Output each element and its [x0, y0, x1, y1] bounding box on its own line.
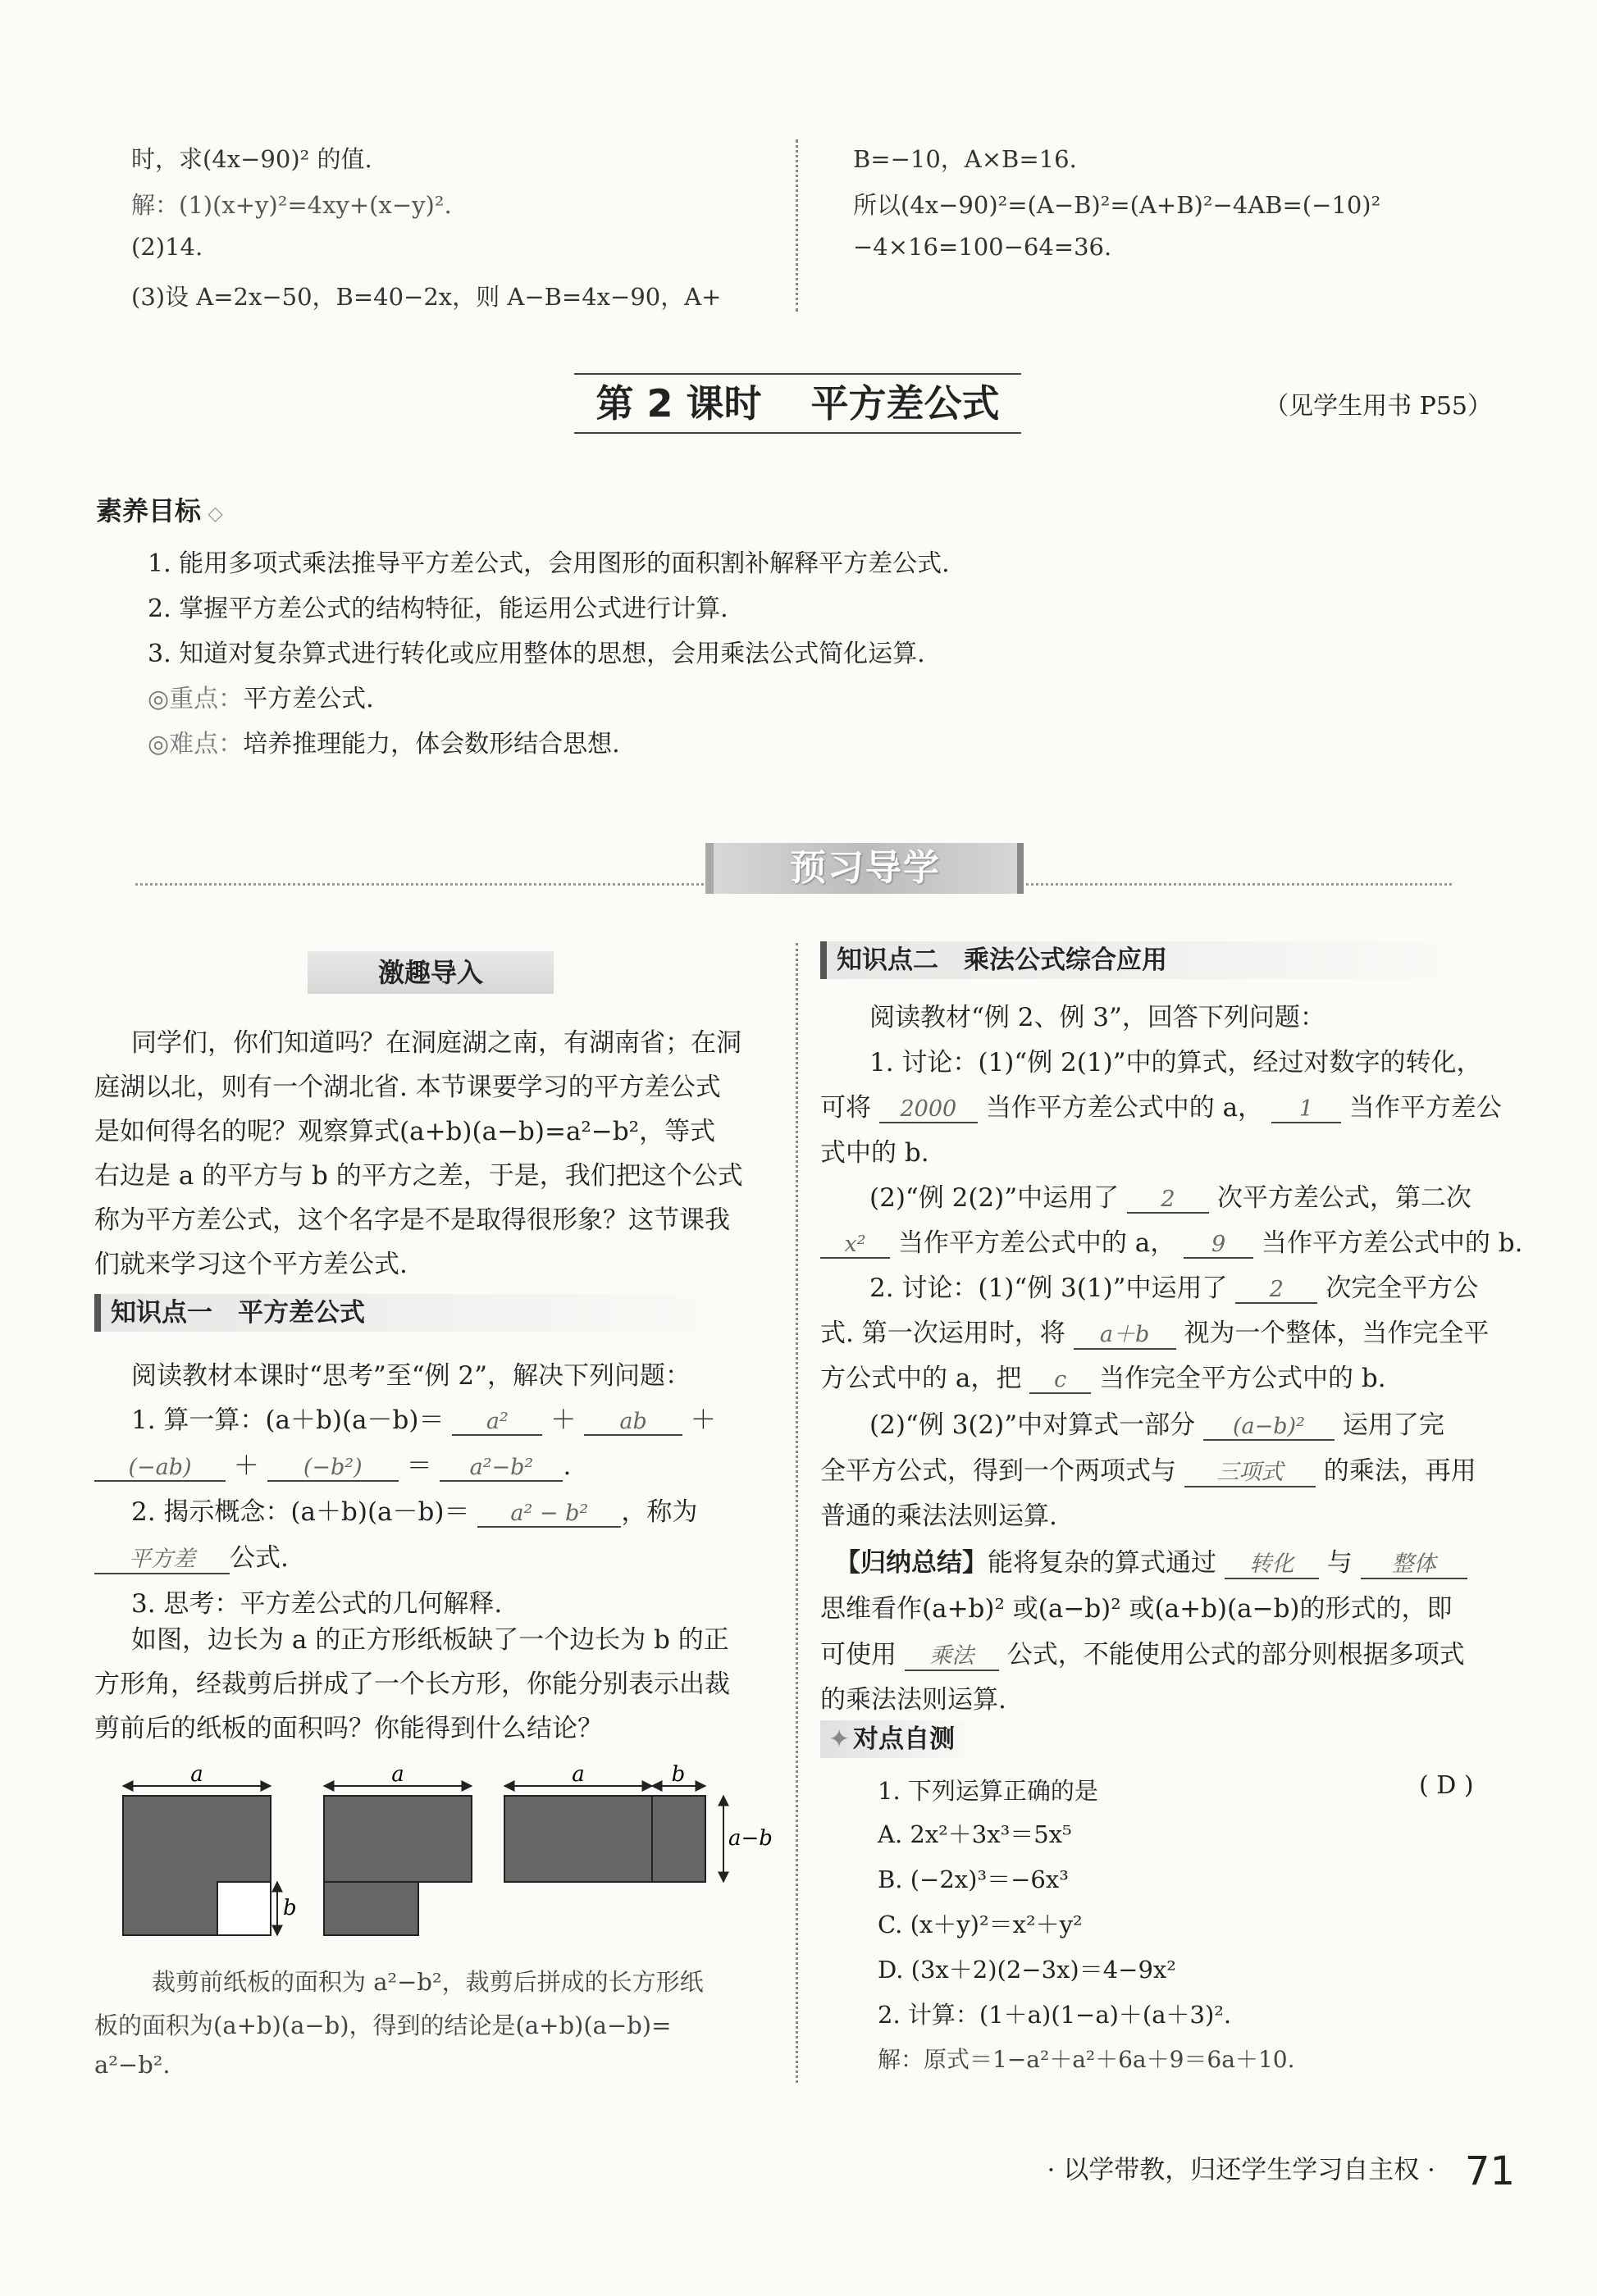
blank-1[interactable]: 1: [1271, 1096, 1341, 1123]
kp1-read: 阅读教材本课时“思考”至“例 2”，解决下列问题：: [131, 1361, 691, 1391]
blank-x2[interactable]: x²: [820, 1232, 890, 1259]
q2-blank-2[interactable]: 平方差: [94, 1541, 230, 1574]
option-c[interactable]: C. (x＋y)²＝x²＋y²: [878, 1911, 1083, 1938]
fig3-label-b: b: [671, 1763, 686, 1787]
blank-a-minus-b-sq[interactable]: (a−b)²: [1203, 1414, 1335, 1441]
kp2-line-7: 式. 第一次运用时，将 a＋b 视为一个整体，当作完全平: [820, 1312, 1489, 1350]
kp2-line-9: (2)“例 3(2)”中对算式一部分 (a−b)² 运用了完: [869, 1410, 1444, 1440]
top-left-line-4: (3)设 A=2x−50，B=40−2x，则 A−B=4x−90，A+: [131, 283, 722, 311]
kp1-heading: 知识点一 平方差公式: [94, 1294, 751, 1332]
kp1-q3-line-3: 剪前后的纸板的面积吗？你能得到什么结论？: [94, 1714, 603, 1743]
kp1-q3-line-1: 如图，边长为 a 的正方形纸板缺了一个边长为 b 的正: [131, 1625, 729, 1655]
goal-item-3: 3. 知道对复杂算式进行转化或应用整体的思想，会用乘法公式简化运算.: [148, 640, 925, 668]
option-d[interactable]: D. (3x＋2)(2−3x)＝4−9x²: [878, 1956, 1176, 1984]
kp2-line-10: 全平方公式，得到一个两项式与 三项式 的乘法，再用: [820, 1450, 1476, 1487]
intro-line-6: 们就来学习这个平方差公式.: [94, 1250, 408, 1279]
kp1-q2: 2. 揭示概念：(a＋b)(a－b)＝ a² − b² ，称为: [131, 1497, 698, 1527]
top-right-line-1: B=−10，A×B=16.: [853, 145, 1077, 173]
blank-c[interactable]: c: [1029, 1367, 1091, 1394]
blank-a-plus-b[interactable]: a＋b: [1074, 1316, 1176, 1350]
goal-key: ◎重点：平方差公式.: [148, 685, 374, 713]
goal-item-1: 1. 能用多项式乘法推导平方差公式，会用图形的面积割补解释平方差公式.: [148, 549, 950, 578]
reference-note: （见学生用书 P55）: [1264, 392, 1492, 421]
kp1-q1: 1. 算一算：(a＋b)(a－b)＝ a² ＋ ab ＋: [131, 1405, 716, 1435]
selftest-heading: ✦ 对点自测: [820, 1720, 979, 1758]
blank-9[interactable]: 9: [1184, 1232, 1253, 1259]
selftest-q2-solution: 解：原式＝1−a²＋a²＋6a＋9＝6a＋10.: [878, 2046, 1295, 2073]
top-left-line-2: 解：(1)(x+y)²=4xy+(x−y)².: [131, 191, 452, 219]
lesson-name: 平方差公式: [810, 381, 1000, 426]
blank-trinomial[interactable]: 三项式: [1184, 1454, 1316, 1487]
square-difference-diagram: [107, 1763, 779, 1960]
goal-difficulty: ◎难点：培养推理能力，体会数形结合思想.: [148, 730, 620, 758]
fig1-label-b: b: [283, 1896, 297, 1920]
q1-blank-5[interactable]: a²−b²: [440, 1455, 563, 1482]
summary-line-3: 可使用 乘法 公式，不能使用公式的部分则根据多项式: [820, 1633, 1465, 1671]
kp2-line-8: 方公式中的 a，把 c 当作完全平方公式中的 b.: [820, 1364, 1386, 1393]
fig2-label-a: a: [391, 1763, 404, 1787]
kp2-line-2: 可将 2000 当作平方差公式中的 a， 1 当作平方差公: [820, 1093, 1502, 1123]
q1-blank-3[interactable]: (−ab): [94, 1455, 226, 1482]
page-footer: [1047, 2148, 1516, 2194]
fig3-label-amb: a−b: [728, 1826, 773, 1851]
figure-original: [123, 1763, 297, 1935]
kp2-line-4: (2)“例 2(2)”中运用了 2 次平方差公式，第二次: [869, 1183, 1472, 1213]
kp2-line-5: x² 当作平方差公式中的 a， 9 当作平方差公式中的 b.: [820, 1222, 1522, 1259]
selftest-q2: 2. 计算：(1＋a)(1−a)＋(a＋3)².: [878, 2001, 1232, 2029]
kp1-q1-cont: (−ab) ＋ (−b²) ＝ a²−b² .: [94, 1445, 571, 1482]
kp1-q2-cont: 平方差 公式.: [94, 1537, 289, 1574]
q1-blank-1[interactable]: a²: [452, 1409, 542, 1436]
blank-multiplication[interactable]: 乘法: [905, 1638, 999, 1671]
section-banner: 预习导学: [705, 843, 1024, 894]
kp1-q3-line-2: 方形角，经裁剪后拼成了一个长方形，你能分别表示出裁: [94, 1670, 730, 1699]
intro-line-3: 是如何得名的呢？观察算式(a+b)(a−b)=a²−b²，等式: [94, 1117, 716, 1146]
top-left-line-3: (2)14.: [131, 233, 203, 261]
intro-line-1: 同学们，你们知道吗？在洞庭湖之南，有湖南省；在洞: [131, 1028, 741, 1058]
intro-line-5: 称为平方差公式，这个名字是不是取得很形象？这节课我: [94, 1205, 730, 1235]
kp1-q3: 3. 思考：平方差公式的几何解释.: [131, 1589, 503, 1619]
intro-line-2: 庭湖以北，则有一个湖北省. 本节课要学习的平方差公式: [94, 1073, 721, 1102]
selftest-q1: 1. 下列运算正确的是: [878, 1777, 1098, 1805]
figure-cut: [324, 1763, 472, 1935]
figure-rectangle: [504, 1763, 773, 1882]
blank-2-times[interactable]: 2: [1127, 1187, 1209, 1214]
top-column-divider: [796, 139, 798, 312]
top-right-line-2: 所以(4x−90)²=(A−B)²=(A+B)²−4AB=(−10)²: [853, 191, 1381, 219]
fig3-label-a: a: [572, 1763, 585, 1787]
option-a[interactable]: A. 2x²＋3x³＝5x⁵: [878, 1820, 1072, 1848]
footer-motto: · 以学带教，归还学生学习自主权 ·: [1047, 2155, 1435, 2185]
top-left-line-1: 时，求(4x−90)² 的值.: [131, 145, 372, 173]
blank-whole[interactable]: 整体: [1361, 1546, 1467, 1579]
page-number: 71: [1464, 2148, 1515, 2194]
goal-item-2: 2. 掌握平方差公式的结构特征，能运用公式进行计算.: [148, 594, 728, 623]
q1-blank-4[interactable]: (−b²): [267, 1455, 399, 1482]
kp2-read: 阅读教材“例 2、例 3”，回答下列问题：: [869, 1003, 1326, 1032]
top-right-line-3: −4×16=100−64=36.: [853, 233, 1112, 261]
caption-line-3: a²−b².: [94, 2051, 171, 2079]
intro-line-4: 右边是 a 的平方与 b 的平方之差，于是，我们把这个公式: [94, 1161, 743, 1191]
kp2-heading: 知识点二 乘法公式综合应用: [820, 941, 1493, 979]
kp2-line-1: 1. 讨论：(1)“例 2(1)”中的算式，经过对数字的转化，: [869, 1048, 1482, 1077]
caption-line-1: 裁剪前纸板的面积为 a²−b²，裁剪后拼成的长方形纸: [152, 1968, 704, 1996]
blank-transform[interactable]: 转化: [1225, 1546, 1319, 1579]
fig1-label-a: a: [190, 1763, 203, 1787]
kp2-line-6: 2. 讨论：(1)“例 3(1)”中运用了 2 次完全平方公: [869, 1273, 1479, 1303]
intro-heading: 激趣导入: [308, 951, 554, 994]
option-b[interactable]: B. (−2x)³＝−6x³: [878, 1866, 1069, 1893]
kp2-line-11: 普通的乘法法则运算.: [820, 1501, 1057, 1531]
lesson-number: 第 2 课时: [595, 381, 762, 426]
main-column-divider: [796, 943, 798, 2083]
q1-blank-2[interactable]: ab: [584, 1409, 682, 1436]
summary-line-4: 的乘法法则运算.: [820, 1685, 1006, 1715]
goals-heading: 素养目标 ◇: [96, 495, 223, 526]
selftest-q1-answer: ( D ): [1419, 1771, 1474, 1800]
caption-line-2: 板的面积为(a+b)(a−b)，得到的结论是(a+b)(a−b)=: [94, 2011, 672, 2039]
blank-2000[interactable]: 2000: [879, 1096, 978, 1123]
summary-line-2: 思维看作(a+b)² 或(a−b)² 或(a+b)(a−b)的形式的，即: [820, 1594, 1453, 1624]
blank-2-square[interactable]: 2: [1235, 1277, 1317, 1304]
q2-blank-1[interactable]: a² − b²: [477, 1501, 621, 1528]
summary-line-1: 【归纳总结】能将复杂的算式通过 转化 与 整体: [835, 1542, 1467, 1579]
kp2-line-3: 式中的 b.: [820, 1138, 929, 1168]
lesson-title: [574, 373, 1021, 434]
